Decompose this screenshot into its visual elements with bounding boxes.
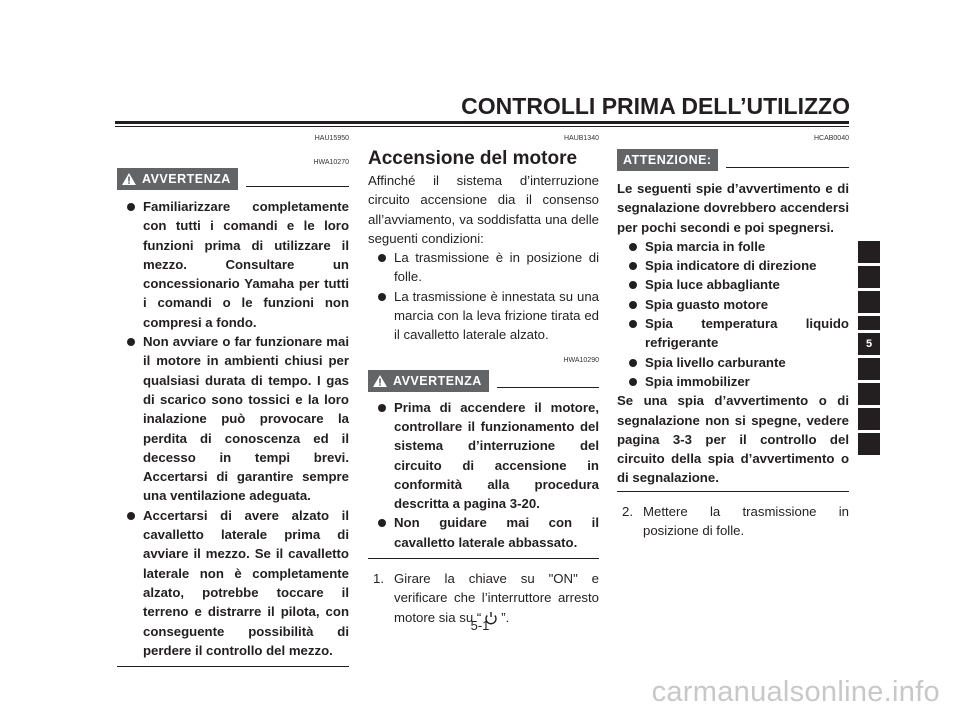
warning-bullet: Non guidare mai con il cavalletto laterale abbassato. [368,513,599,552]
intro-paragraph: Affinché il sistema d’interruzione circuito accensione dia il consenso all’avviamento, va soddisfatta una delle seguenti condizioni: [368,173,599,246]
chapter-tab-bar [858,383,880,405]
step-number: 1. [373,571,384,587]
warning-header [368,369,599,393]
indicator-light-item: Spia marcia in folle [619,237,849,256]
step-text-end: ”. [501,609,510,625]
warning-label-text: AVVERTENZA [393,373,482,388]
header-rule [115,121,849,124]
reference-code: HWA10270 [313,159,349,166]
reference-code: HAUB1340 [563,135,599,142]
section-title: Accensione del motore [368,148,578,169]
chapter-tab-bar [858,358,880,380]
chapter-tab-bar [858,316,880,330]
warning-end-rule [117,666,349,667]
indicator-light-item: Spia luce abbagliante [619,275,849,294]
caution-outro: Se una spia d’avvertimento o di segnalazione non si spegne, vedere pagina 3-3 per il controllo del circuito della spia d’avvertimento o di segnalazione. [617,393,849,486]
warning-label [368,370,489,392]
indicator-light-item: Spia indicatore di direzione [619,256,849,275]
column-2 [368,130,599,627]
step-number: 2. [622,503,633,519]
chapter-tab-bar [858,291,880,313]
caution-header [617,149,849,171]
indicator-light-item: Spia livello carburante [619,353,849,372]
watermark: carmanualsonline.info [651,676,940,708]
condition-bullet: La trasmissione è in posizione di folle. [368,248,599,287]
condition-bullet: La trasmissione è innestata su una marcia con la leva frizione tirata ed il cavalletto laterale alzato. [368,287,599,345]
chapter-tab-bar-top [858,241,880,263]
caution-intro: Le seguenti spie d’avvertimento e di segnalazione dovrebbero accendersi per pochi secondi e poi spegnersi. [617,181,849,235]
caution-rule [726,167,849,168]
chapter-tab-bar [858,266,880,288]
warning-header [117,167,349,191]
page-number: 5-1 [470,618,490,633]
page-header-title: CONTROLLI PRIMA DELL’UTILIZZO [461,93,850,119]
chapter-tab-number: 5 [865,338,873,350]
column-3 [617,130,849,540]
warning-bullet: Familiarizzare completamente con tutti i comandi e le loro funzioni prima di utilizzare il mezzo. Consultare un concessionario Yamaha per tutti i comandi o le funzioni non compresi a fondo. [117,197,349,332]
warning-label-text: AVVERTENZA [142,172,231,186]
warning-rule [246,186,349,187]
warning-bullet: Accertarsi di avere alzato il cavalletto laterale prima di avviare il mezzo. Se il cavalletto laterale non è completamente alzato, potrebbe toccare il terreno e distrarre il pilota, con conseguente possibilità di perdere il controllo del mezzo. [117,506,349,660]
warning-triangle-icon [373,375,387,387]
chapter-tab-bar-bottom [858,433,880,455]
column-1 [117,130,349,667]
warning-triangle-icon [122,173,136,185]
chapter-tab-bar [858,408,880,430]
indicator-light-item: Spia temperatura liquido refrigerante [619,314,849,353]
warning-bullet: Prima di accendere il motore, controllare il funzionamento del sistema d’interruzione del circuito di accensione in conformità alla procedura descritta a pagina 3-20. [368,398,599,514]
reference-code: HAU15950 [314,135,349,142]
warning-bullet: Non avviare o far funzionare mai il motore in ambienti chiusi per qualsiasi durata di tempo. I gas di scarico sono tossici e la loro inalazione può provocare la perdita di conoscenza ed il decesso in tempi brevi. Accertarsi di garantire sempre una ventilazione adeguata. [117,332,349,506]
step-text: Girare la chiave su "ON" e verificare che l’interruttore arresto motore sia su “ [394,571,599,625]
reference-code: HWA10290 [563,356,599,364]
indicator-light-item: Spia immobilizer [619,372,849,391]
caution-end-rule [617,491,849,492]
header-rule-thin [115,126,849,127]
reference-code: HCAB0040 [813,135,849,142]
indicator-light-item: Spia guasto motore [619,295,849,314]
warning-rule [497,387,599,388]
step-text: Mettere la trasmissione in posizione di folle. [643,503,849,539]
procedure-step [617,502,849,541]
warning-label [117,168,238,190]
caution-label: ATTENZIONE: [617,149,718,171]
warning-end-rule [368,558,599,559]
